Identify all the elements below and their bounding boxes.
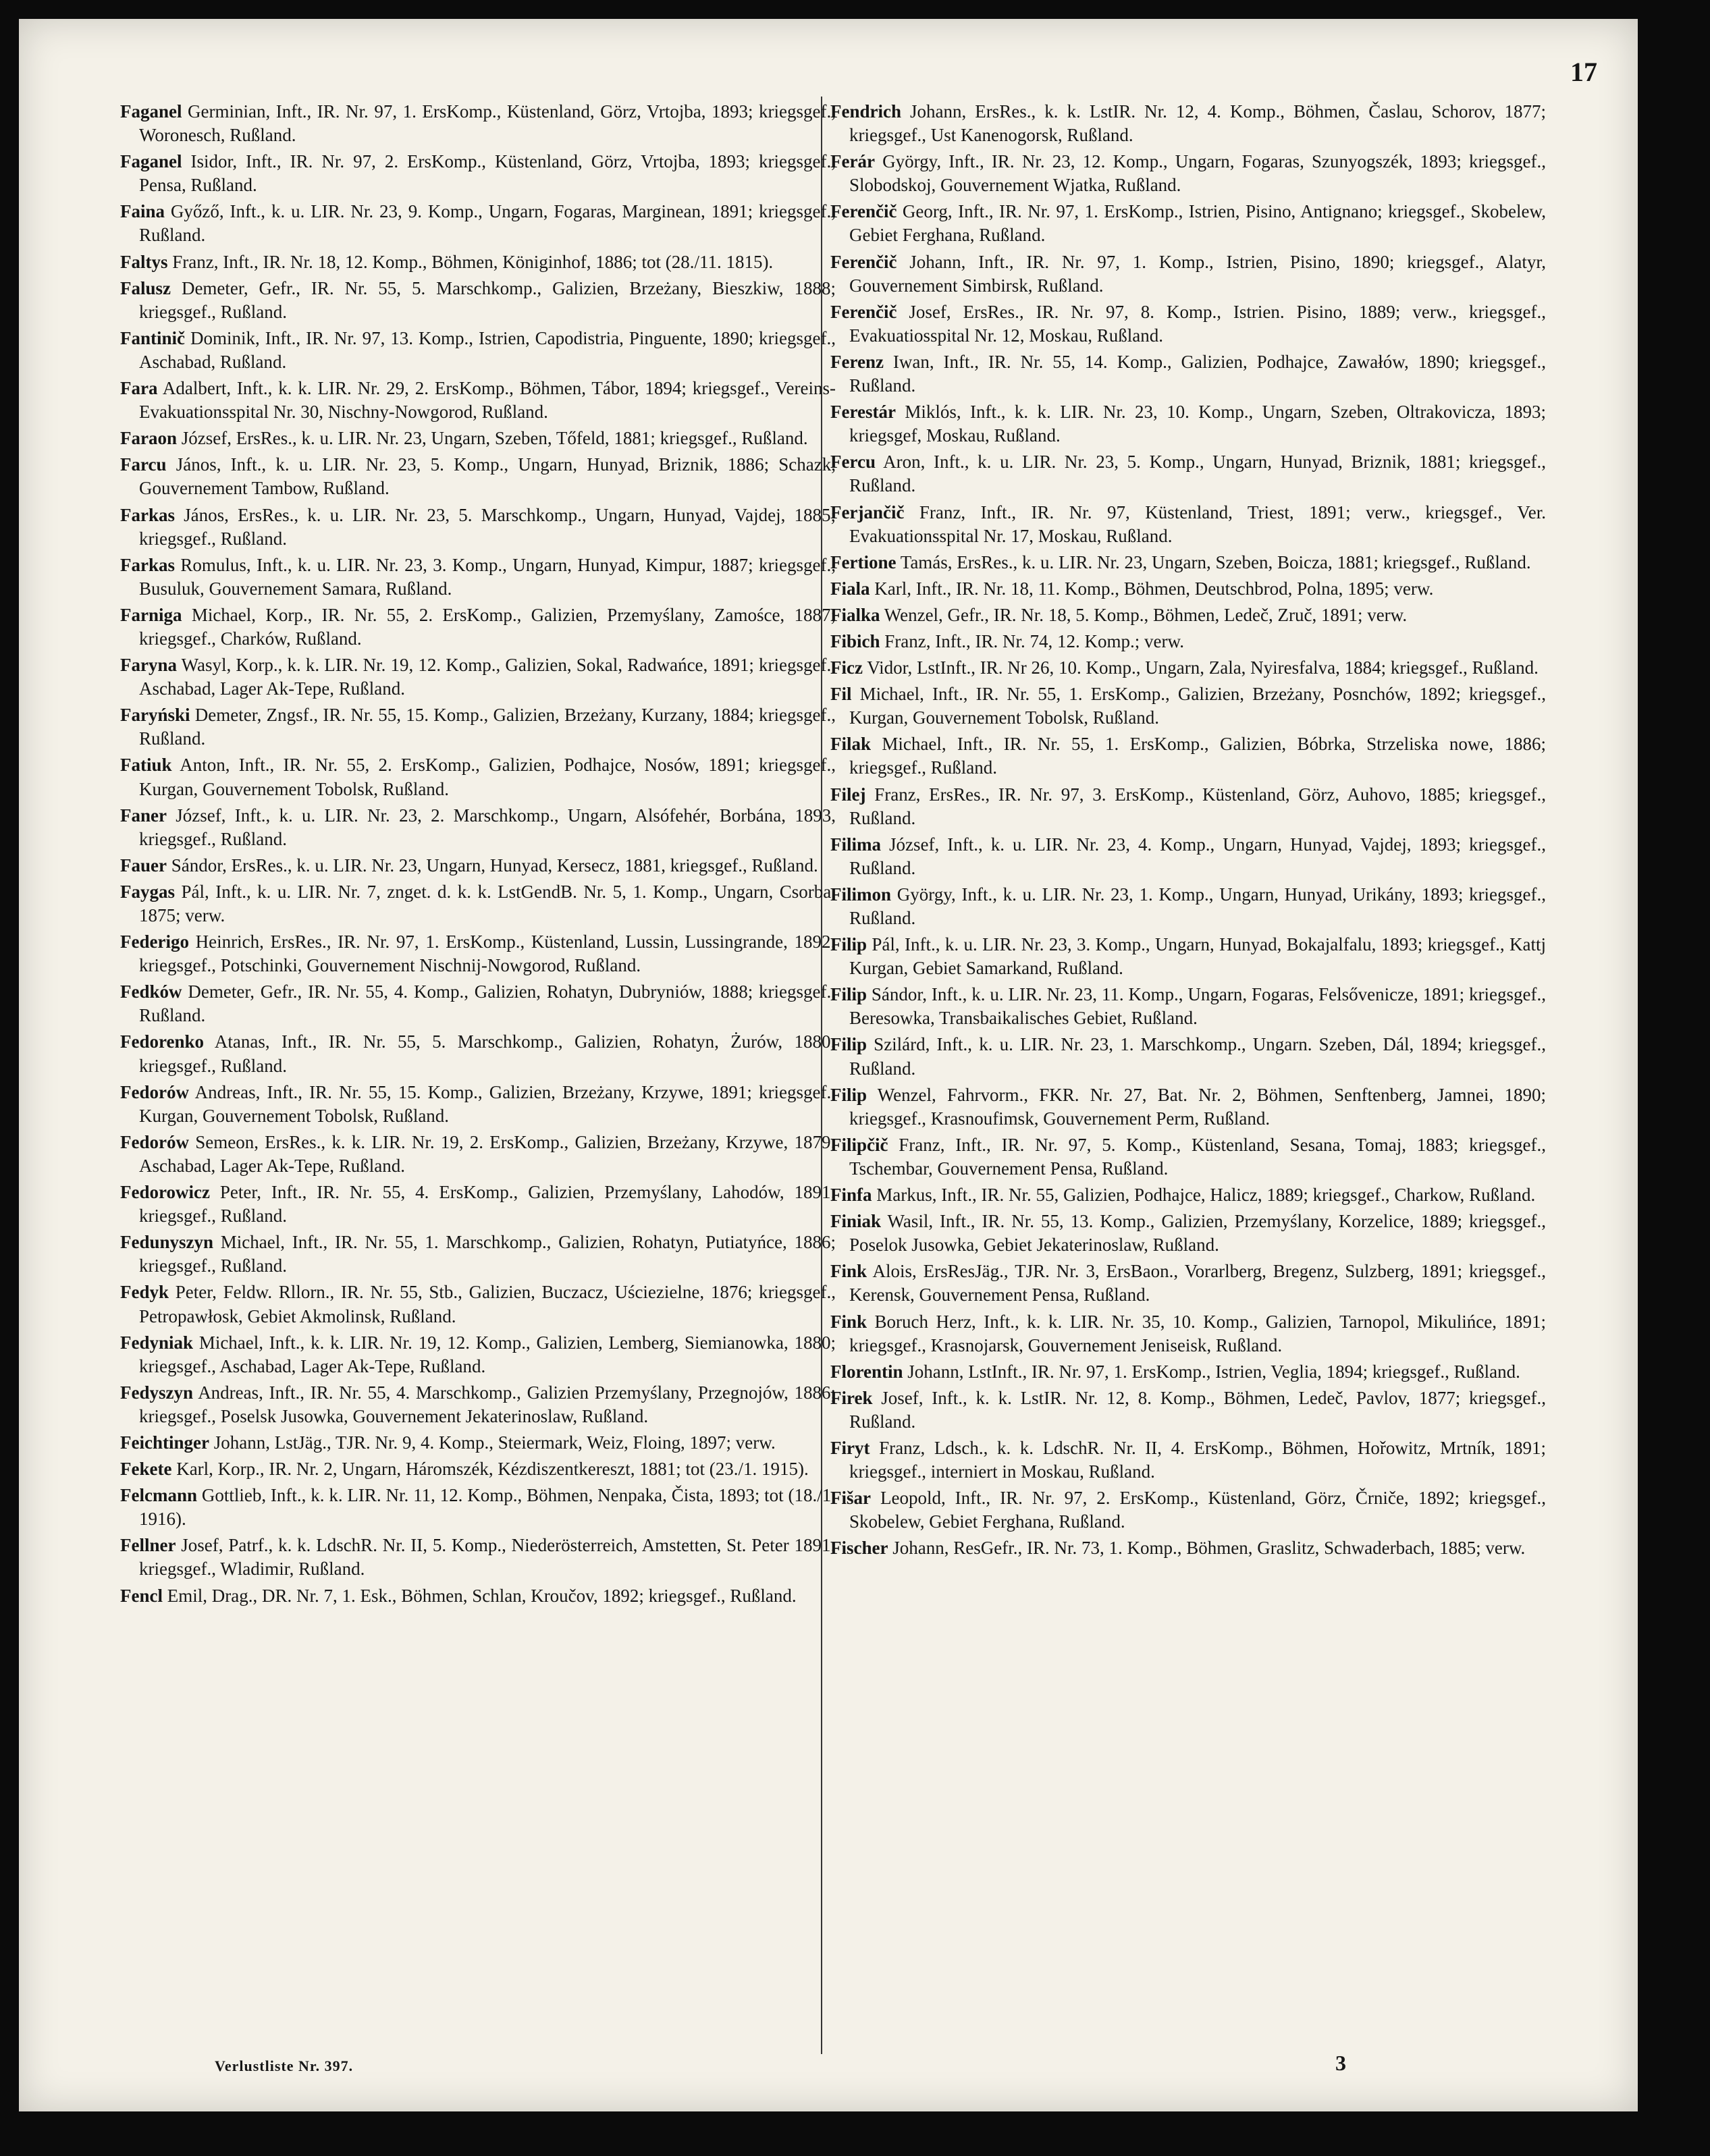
- casualty-entry: [120, 653, 836, 701]
- casualty-entry: [120, 703, 836, 751]
- entry-surname: Farkas: [120, 504, 175, 525]
- casualty-entry: [120, 1431, 836, 1455]
- entry-surname: Farcu: [120, 454, 167, 475]
- entry-surname: Ferenčič: [830, 201, 897, 222]
- entry-details: Atanas, Inft., IR. Nr. 55, 5. Marschkomp., Galizien, Rohatyn, Żurów, 1880; kriegsgef., Rußland.: [139, 1031, 836, 1076]
- entry-surname: Fekete: [120, 1459, 172, 1480]
- entry-details: József, Inft., k. u. LIR. Nr. 23, 2. Marschkomp., Ungarn, Alsófehér, Borbána, 1893, kriegsgef., Rußland.: [139, 805, 836, 849]
- entry-details: Michael, Inft., IR. Nr. 55, 1. ErsKomp., Galizien, Bóbrka, Strzeliska nowe, 1886; kriegsgef., Rußland.: [849, 734, 1547, 778]
- entry-surname: Farkas: [120, 554, 175, 575]
- entry-surname: Faganel: [120, 151, 182, 172]
- casualty-entry: [830, 1210, 1546, 1257]
- entry-surname: Fischer: [830, 1538, 888, 1559]
- casualty-entry: [830, 682, 1546, 730]
- entry-details: Demeter, Gefr., IR. Nr. 55, 4. Komp., Galizien, Rohatyn, Dubryniów, 1888; kriegsgef., Rußland.: [139, 981, 836, 1026]
- casualty-entry: [830, 1386, 1546, 1434]
- entry-surname: Filip: [830, 934, 867, 955]
- casualty-entry: [120, 1484, 836, 1531]
- entry-surname: Fil: [830, 684, 852, 705]
- entry-surname: Ferjančič: [830, 502, 905, 522]
- entry-surname: Filip: [830, 984, 867, 1005]
- entry-surname: Fedorenko: [120, 1031, 205, 1052]
- entry-surname: Fatiuk: [120, 755, 172, 776]
- entry-details: György, Inft., k. u. LIR. Nr. 23, 1. Komp., Ungarn, Hunyad, Urikány, 1893; kriegsgef., Rußland.: [849, 884, 1547, 928]
- casualty-entry: [830, 833, 1546, 880]
- entry-details: János, Inft., k. u. LIR. Nr. 23, 5. Komp., Ungarn, Hunyad, Briznik, 1886; Schazk, Gouvernement Tambow, Rußland.: [139, 454, 836, 499]
- casualty-entry: [120, 1081, 836, 1128]
- entry-surname: Faryna: [120, 655, 177, 676]
- entry-details: Anton, Inft., IR. Nr. 55, 2. ErsKomp., Galizien, Podhajce, Nosów, 1891; kriegsgef., Kurgan, Gouvernement Tobolsk, Rußland.: [139, 755, 836, 799]
- casualty-entry: [830, 400, 1546, 448]
- entry-surname: Fiala: [830, 578, 870, 599]
- casualty-entry: [120, 1457, 836, 1481]
- entry-surname: Ferestár: [830, 402, 896, 423]
- casualty-entry: [830, 630, 1546, 653]
- entry-surname: Finiak: [830, 1211, 882, 1232]
- entry-details: Tamás, ErsRes., k. u. LIR. Nr. 23, Ungarn, Szeben, Boicza, 1881; kriegsgef., Rußland.: [900, 551, 1531, 572]
- entry-details: Aron, Inft., k. u. LIR. Nr. 23, 5. Komp., Ungarn, Hunyad, Briznik, 1881; kriegsgef., Rußland.: [849, 452, 1546, 496]
- entry-surname: Filip: [830, 1034, 867, 1055]
- entry-surname: Farniga: [120, 604, 182, 625]
- casualty-entry: [830, 603, 1546, 627]
- entry-details: Franz, Inft., IR. Nr. 74, 12. Komp.; verw.: [884, 630, 1184, 651]
- entry-details: Demeter, Zngsf., IR. Nr. 55, 15. Komp., Galizien, Brzeżany, Kurzany, 1884; kriegsgef., Rußland.: [139, 705, 836, 749]
- casualty-entry: [830, 1133, 1546, 1181]
- entry-details: Wenzel, Gefr., IR. Nr. 18, 5. Komp., Böhmen, Ledeč, Zruč, 1891; verw.: [884, 604, 1408, 625]
- entry-surname: Ficz: [830, 657, 863, 678]
- entry-surname: Faryński: [120, 705, 190, 726]
- entry-details: Johann, Inft., IR. Nr. 97, 1. Komp., Istrien, Pisino, 1890; kriegsgef., Alatyr, Gouvernement Simbirsk, Rußland.: [849, 251, 1546, 296]
- entry-details: József, Inft., k. u. LIR. Nr. 23, 4. Komp., Ungarn, Hunyad, Vajdej, 1893; kriegsgef., Rußland.: [849, 834, 1547, 878]
- entry-surname: Filipčič: [830, 1134, 888, 1155]
- casualty-entry: [830, 1260, 1546, 1307]
- casualty-entry: [120, 100, 836, 147]
- entry-surname: Filip: [830, 1084, 867, 1105]
- entry-surname: Faganel: [120, 101, 182, 122]
- casualty-entry: [830, 551, 1546, 574]
- entry-details: Johann, ResGefr., IR. Nr. 73, 1. Komp., Böhmen, Graslitz, Schwaderbach, 1885; verw.: [892, 1538, 1526, 1559]
- entry-details: János, ErsRes., k. u. LIR. Nr. 23, 5. Marschkomp., Ungarn, Hunyad, Vajdej, 1885; kriegsgef., Rußland.: [139, 504, 836, 549]
- casualty-entry: [120, 880, 836, 927]
- casualty-entry: [830, 450, 1546, 497]
- casualty-entry: [830, 1486, 1546, 1534]
- casualty-entry: [830, 100, 1546, 147]
- entry-surname: Fink: [830, 1311, 867, 1332]
- entry-surname: Firek: [830, 1387, 873, 1408]
- entry-details: Miklós, Inft., k. k. LIR. Nr. 23, 10. Komp., Ungarn, Szeben, Oltrakovicza, 1893; kriegsgef, Moskau, Rußland.: [849, 402, 1547, 446]
- entry-surname: Fantinič: [120, 327, 186, 348]
- entry-details: Pál, Inft., k. u. LIR. Nr. 7, znget. d. k. k. LstGendB. Nr. 5, 1. Komp., Ungarn, Csorba, 1875; verw.: [139, 881, 836, 925]
- casualty-entry: [830, 350, 1546, 398]
- casualty-entry: [120, 854, 836, 878]
- casualty-entry: [120, 1131, 836, 1178]
- casualty-entry: [120, 377, 836, 424]
- entry-surname: Firyt: [830, 1437, 870, 1458]
- casualty-entry: [830, 1083, 1546, 1131]
- casualty-entry: [120, 250, 836, 274]
- casualty-entry: [120, 453, 836, 500]
- casualty-entry: [120, 150, 836, 197]
- entry-surname: Fellner: [120, 1535, 176, 1556]
- entry-details: Germinian, Inft., IR. Nr. 97, 1. ErsKomp., Küstenland, Görz, Vrtojba, 1893; kriegsgef., Woronesch, Rußland.: [139, 101, 836, 146]
- right-column: [830, 100, 1546, 1563]
- entry-details: Johann, LstInft., IR. Nr. 97, 1. ErsKomp., Istrien, Veglia, 1894; kriegsgef., Rußland.: [907, 1361, 1520, 1382]
- entry-details: Michael, Korp., IR. Nr. 55, 2. ErsKomp., Galizien, Przemyślany, Zamośce, 1887; kriegsgef., Charków, Rußland.: [139, 604, 836, 649]
- entry-surname: Fertione: [830, 551, 897, 572]
- entry-details: Josef, Patrf., k. k. LdschR. Nr. II, 5. Komp., Niederösterreich, Amstetten, St. Peter 1891; kriegsgef., Wladimir, Rußland.: [139, 1535, 836, 1580]
- casualty-entry: [120, 1534, 836, 1581]
- entry-details: Georg, Inft., IR. Nr. 97, 1. ErsKomp., Istrien, Pisino, Antignano; kriegsgef., Skobelew, Gebiet Ferghana, Rußland.: [849, 201, 1546, 246]
- casualty-entry: [830, 1183, 1546, 1207]
- entry-details: Franz, Inft., IR. Nr. 97, 5. Komp., Küstenland, Sesana, Tomaj, 1883; kriegsgef., Tschembar, Gouvernement Pensa, Rußland.: [849, 1134, 1546, 1179]
- entry-surname: Faltys: [120, 251, 168, 272]
- entry-details: Andreas, Inft., IR. Nr. 55, 15. Komp., Galizien, Brzeżany, Krzywe, 1891; kriegsgef., Kurgan, Gouvernement Tobolsk, Rußland.: [139, 1081, 836, 1126]
- entry-details: Dominik, Inft., IR. Nr. 97, 13. Komp., Istrien, Capodistria, Pinguente, 1890; kriegsgef., Aschabad, Rußland.: [139, 327, 836, 372]
- casualty-entry: [120, 327, 836, 374]
- entry-details: György, Inft., IR. Nr. 23, 12. Komp., Ungarn, Fogaras, Szunyogszék, 1893; kriegsgef., Slobodskoj, Gouvernement Wjatka, Rußland.: [849, 151, 1547, 196]
- entry-surname: Faygas: [120, 881, 175, 902]
- casualty-entry: [830, 200, 1546, 247]
- casualty-entry: [120, 804, 836, 851]
- entry-details: Wasyl, Korp., k. k. LIR. Nr. 19, 12. Komp., Galizien, Sokal, Radwańce, 1891; kriegsgef., Aschabad, Lager Ak-Tepe, Rußland.: [139, 655, 836, 699]
- casualty-entry: [120, 1181, 836, 1228]
- entry-details: Karl, Inft., IR. Nr. 18, 11. Komp., Böhmen, Deutschbrod, Polna, 1895; verw.: [874, 578, 1434, 599]
- entry-details: Alois, ErsResJäg., TJR. Nr. 3, ErsBaon., Vorarlberg, Bregenz, Sulzberg, 1891; kriegsgef., Kerensk, Gouvernement Pensa, Rußland.: [849, 1261, 1546, 1305]
- entry-details: Michael, Inft., IR. Nr. 55, 1. ErsKomp., Galizien, Brzeżany, Posnchów, 1892; kriegsgef., Kurgan, Gouvernement Tobolsk, Rußland.: [849, 684, 1547, 728]
- entry-surname: Filima: [830, 834, 881, 855]
- casualty-entry: [830, 1360, 1546, 1384]
- entry-surname: Ferenčič: [830, 251, 897, 272]
- casualty-entry: [830, 250, 1546, 298]
- entry-details: Wasil, Inft., IR. Nr. 55, 13. Komp., Galizien, Przemyślany, Korzelice, 1889; kriegsgef., Poselok Jusowka, Gebiet Jekaterinoslaw, Rußland.: [849, 1211, 1547, 1256]
- entry-details: Iwan, Inft., IR. Nr. 55, 14. Komp., Galizien, Podhajce, Zawałów, 1890; kriegsgef., Rußland.: [849, 351, 1546, 396]
- entry-details: Boruch Herz, Inft., k. k. LIR. Nr. 35, 10. Komp., Galizien, Tarnopol, Mikulińce, 1891; kriegsgef., Krasnojarsk, Gouvernement Jeniseisk, Rußland.: [849, 1311, 1547, 1355]
- entry-surname: Filak: [830, 734, 872, 755]
- entry-surname: Fedyniak: [120, 1332, 194, 1353]
- entry-surname: Feichtinger: [120, 1432, 209, 1453]
- entry-surname: Ferenz: [830, 351, 884, 372]
- entry-surname: Ferár: [830, 151, 875, 172]
- casualty-entry: [120, 200, 836, 247]
- entry-surname: Fercu: [830, 452, 876, 473]
- entry-details: Semeon, ErsRes., k. k. LIR. Nr. 19, 2. ErsKomp., Galizien, Brzeżany, Krzywe, 1879; Aschabad, Lager Ak-Tepe, Rußland.: [139, 1131, 836, 1176]
- casualty-entry: [830, 300, 1546, 348]
- casualty-entry: [830, 656, 1546, 680]
- entry-details: Johann, ErsRes., k. k. LstIR. Nr. 12, 4. Komp., Böhmen, Časlau, Schorov, 1877; kriegsgef., Ust Kanenogorsk, Rußland.: [849, 101, 1547, 146]
- entry-details: Heinrich, ErsRes., IR. Nr. 97, 1. ErsKomp., Küstenland, Lussin, Lussingrande, 1892; kriegsgef., Potschinki, Gouvernement Nischnij-Nowgorod, Rußland.: [139, 932, 836, 976]
- entry-details: Szilárd, Inft., k. u. LIR. Nr. 23, 1. Marschkomp., Ungarn. Szeben, Dál, 1894; kriegsgef., Rußland.: [849, 1034, 1546, 1079]
- page-number: 17: [1570, 57, 1597, 87]
- entry-surname: Fedków: [120, 981, 182, 1002]
- casualty-entry: [120, 277, 836, 324]
- entry-details: Isidor, Inft., IR. Nr. 97, 2. ErsKomp., Küstenland, Görz, Vrtojba, 1893; kriegsgef., Pensa, Rußland.: [139, 151, 836, 196]
- entry-surname: Ferenčič: [830, 301, 897, 322]
- entry-details: Vidor, LstInft., IR. Nr 26, 10. Komp., Ungarn, Zala, Nyiresfalva, 1884; kriegsgef., Rußland.: [867, 657, 1539, 678]
- entry-details: Wenzel, Fahrvorm., FKR. Nr. 27, Bat. Nr. 2, Böhmen, Senftenberg, Jamnei, 1890; kriegsgef., Krasnoufimsk, Gouvernement Perm, Rußland.: [849, 1084, 1547, 1129]
- entry-details: Franz, Inft., IR. Nr. 97, Küstenland, Triest, 1891; verw., kriegsgef., Ver. Evakuationsspital Nr. 17, Moskau, Rußland.: [849, 502, 1546, 546]
- casualty-entry: [120, 554, 836, 601]
- entry-surname: Fauer: [120, 855, 167, 875]
- entry-details: József, ErsRes., k. u. LIR. Nr. 23, Ungarn, Szeben, Tőfeld, 1881; kriegsgef., Rußland.: [181, 428, 808, 449]
- entry-surname: Faraon: [120, 428, 177, 449]
- entry-surname: Fedorów: [120, 1131, 189, 1152]
- footer-signature-number: 3: [1335, 2051, 1346, 2075]
- entry-details: Sándor, ErsRes., k. u. LIR. Nr. 23, Ungarn, Hunyad, Kersecz, 1881, kriegsgef., Rußland.: [171, 855, 818, 875]
- entry-details: Peter, Feldw. Rllorn., IR. Nr. 55, Stb., Galizien, Buczacz, Uściezielne, 1876; kriegsgef., Petropawłosk, Gebiet Akmolinsk, Rußland.: [139, 1282, 836, 1326]
- casualty-entry: [120, 1281, 836, 1328]
- casualty-entry: [120, 753, 836, 801]
- entry-details: Leopold, Inft., IR. Nr. 97, 2. ErsKomp., Küstenland, Görz, Črniče, 1892; kriegsgef., Skobelew, Gebiet Ferghana, Rußland.: [849, 1488, 1547, 1532]
- casualty-entry: [830, 501, 1546, 548]
- casualty-entry: [120, 1331, 836, 1378]
- casualty-entry: [120, 504, 836, 551]
- document-page: [19, 19, 1638, 2111]
- entry-details: Karl, Korp., IR. Nr. 2, Ungarn, Háromszék, Kézdiszentkereszt, 1881; tot (23./1. 1915).: [176, 1459, 809, 1480]
- entry-surname: Fialka: [830, 604, 880, 625]
- entry-details: Michael, Inft., k. k. LIR. Nr. 19, 12. Komp., Galizien, Lemberg, Siemianowka, 1880; kriegsgef., Aschabad, Lager Ak-Tepe, Rußland.: [139, 1332, 836, 1376]
- casualty-entry: [120, 980, 836, 1027]
- entry-details: Michael, Inft., IR. Nr. 55, 1. Marschkomp., Galizien, Rohatyn, Putiatyńce, 1886; kriegsgef., Rußland.: [139, 1232, 836, 1276]
- entry-details: Adalbert, Inft., k. k. LIR. Nr. 29, 2. ErsKomp., Böhmen, Tábor, 1894; kriegsgef., Vereins-Evakuationsspital Nr. 30, Nischny-Nowgorod, Rußland.: [139, 378, 836, 423]
- entry-surname: Filimon: [830, 884, 892, 905]
- entry-details: Peter, Inft., IR. Nr. 55, 4. ErsKomp., Galizien, Przemyślany, Lahodów, 1891; kriegsgef., Rußland.: [139, 1182, 836, 1227]
- entry-surname: Fedyszyn: [120, 1382, 193, 1403]
- entry-details: Franz, Ldsch., k. k. LdschR. Nr. II, 4. ErsKomp., Böhmen, Hořowitz, Mrtník, 1891; kriegsgef., interniert in Moskau, Rußland.: [849, 1437, 1546, 1482]
- casualty-entry: [830, 883, 1546, 930]
- entry-details: Demeter, Gefr., IR. Nr. 55, 5. Marschkomp., Galizien, Brzeżany, Bieszkiw, 1888; kriegsgef., Rußland.: [139, 277, 836, 322]
- casualty-entry: [120, 1381, 836, 1428]
- casualty-entry: [120, 603, 836, 651]
- left-column: [120, 100, 836, 1611]
- entry-details: Emil, Drag., DR. Nr. 7, 1. Esk., Böhmen, Schlan, Kroučov, 1892; kriegsgef., Rußland.: [167, 1585, 797, 1606]
- entry-details: Markus, Inft., IR. Nr. 55, Galizien, Podhajce, Halicz, 1889; kriegsgef., Charkow, Rußland.: [876, 1185, 1536, 1206]
- casualty-entry: [120, 1584, 836, 1608]
- entry-details: Gottlieb, Inft., k. k. LIR. Nr. 11, 12. Komp., Böhmen, Nenpaka, Čista, 1893; tot (18./1. 1916).: [139, 1485, 836, 1530]
- entry-surname: Fedunyszyn: [120, 1232, 214, 1253]
- entry-details: Pál, Inft., k. u. LIR. Nr. 23, 3. Komp., Ungarn, Hunyad, Bokajalfalu, 1893; kriegsgef., Kattj Kurgan, Gebiet Samarkand, Rußland.: [849, 934, 1547, 979]
- casualty-entry: [120, 930, 836, 977]
- entry-details: Josef, ErsRes., IR. Nr. 97, 8. Komp., Istrien. Pisino, 1889; verw., kriegsgef., Evakuatiosspital Nr. 12, Moskau, Rußland.: [849, 301, 1546, 346]
- entry-surname: Fara: [120, 378, 158, 399]
- entry-surname: Faner: [120, 805, 167, 826]
- entry-surname: Fedorowicz: [120, 1182, 210, 1203]
- entry-surname: Faina: [120, 201, 165, 222]
- entry-details: Romulus, Inft., k. u. LIR. Nr. 23, 3. Komp., Ungarn, Hunyad, Kimpur, 1887; kriegsgef., Busuluk, Gouvernement Samara, Rußland.: [139, 554, 836, 599]
- casualty-entry: [830, 983, 1546, 1030]
- casualty-entry: [830, 732, 1546, 780]
- casualty-entry: [120, 427, 836, 450]
- entry-surname: Finfa: [830, 1185, 872, 1206]
- entry-surname: Fencl: [120, 1585, 163, 1606]
- casualty-entry: [830, 783, 1546, 830]
- footer-list-number: Verlustliste Nr. 397.: [215, 2057, 354, 2074]
- entry-surname: Federigo: [120, 932, 189, 952]
- casualty-entry: [120, 1231, 836, 1278]
- entry-surname: Fišar: [830, 1488, 871, 1509]
- casualty-entry: [830, 1536, 1546, 1560]
- entry-details: Franz, Inft., IR. Nr. 18, 12. Komp., Böhmen, Königinhof, 1886; tot (28./11. 1815).: [172, 251, 774, 272]
- entry-details: Franz, ErsRes., IR. Nr. 97, 3. ErsKomp., Küstenland, Görz, Auhovo, 1885; kriegsgef., Rußland.: [849, 784, 1546, 828]
- entry-details: Andreas, Inft., IR. Nr. 55, 4. Marschkomp., Galizien Przemyślany, Przegnojów, 1886; kriegsgef., Poselsk Jusowka, Gouvernement Jekaterinoslaw, Rußland.: [139, 1382, 836, 1426]
- entry-surname: Fink: [830, 1261, 867, 1282]
- entry-surname: Florentin: [830, 1361, 903, 1382]
- casualty-entry: [830, 933, 1546, 980]
- casualty-entry: [830, 1310, 1546, 1357]
- entry-surname: Fendrich: [830, 101, 901, 122]
- casualty-entry: [830, 150, 1546, 197]
- casualty-entry: [830, 1436, 1546, 1484]
- entry-surname: Falusz: [120, 277, 171, 298]
- entry-surname: Fibich: [830, 630, 880, 651]
- casualty-entry: [830, 1033, 1546, 1080]
- entry-details: Josef, Inft., k. k. LstIR. Nr. 12, 8. Komp., Böhmen, Ledeč, Pavlov, 1877; kriegsgef., Rußland.: [849, 1387, 1547, 1432]
- entry-surname: Filej: [830, 784, 866, 805]
- entry-details: Johann, LstJäg., TJR. Nr. 9, 4. Komp., Steiermark, Weiz, Floing, 1897; verw.: [213, 1432, 776, 1453]
- entry-surname: Fedorów: [120, 1081, 189, 1102]
- casualty-entry: [830, 577, 1546, 601]
- entry-surname: Felcmann: [120, 1485, 197, 1506]
- casualty-entry: [120, 1030, 836, 1077]
- entry-details: Sándor, Inft., k. u. LIR. Nr. 23, 11. Komp., Ungarn, Fogaras, Felsővenicze, 1891; kriegsgef., Beresowka, Transbaikalisches Gebiet, Rußland.: [849, 984, 1546, 1029]
- entry-details: Győző, Inft., k. u. LIR. Nr. 23, 9. Komp., Ungarn, Fogaras, Marginean, 1891; kriegsgef., Rußland.: [139, 201, 836, 246]
- entry-surname: Fedyk: [120, 1282, 169, 1303]
